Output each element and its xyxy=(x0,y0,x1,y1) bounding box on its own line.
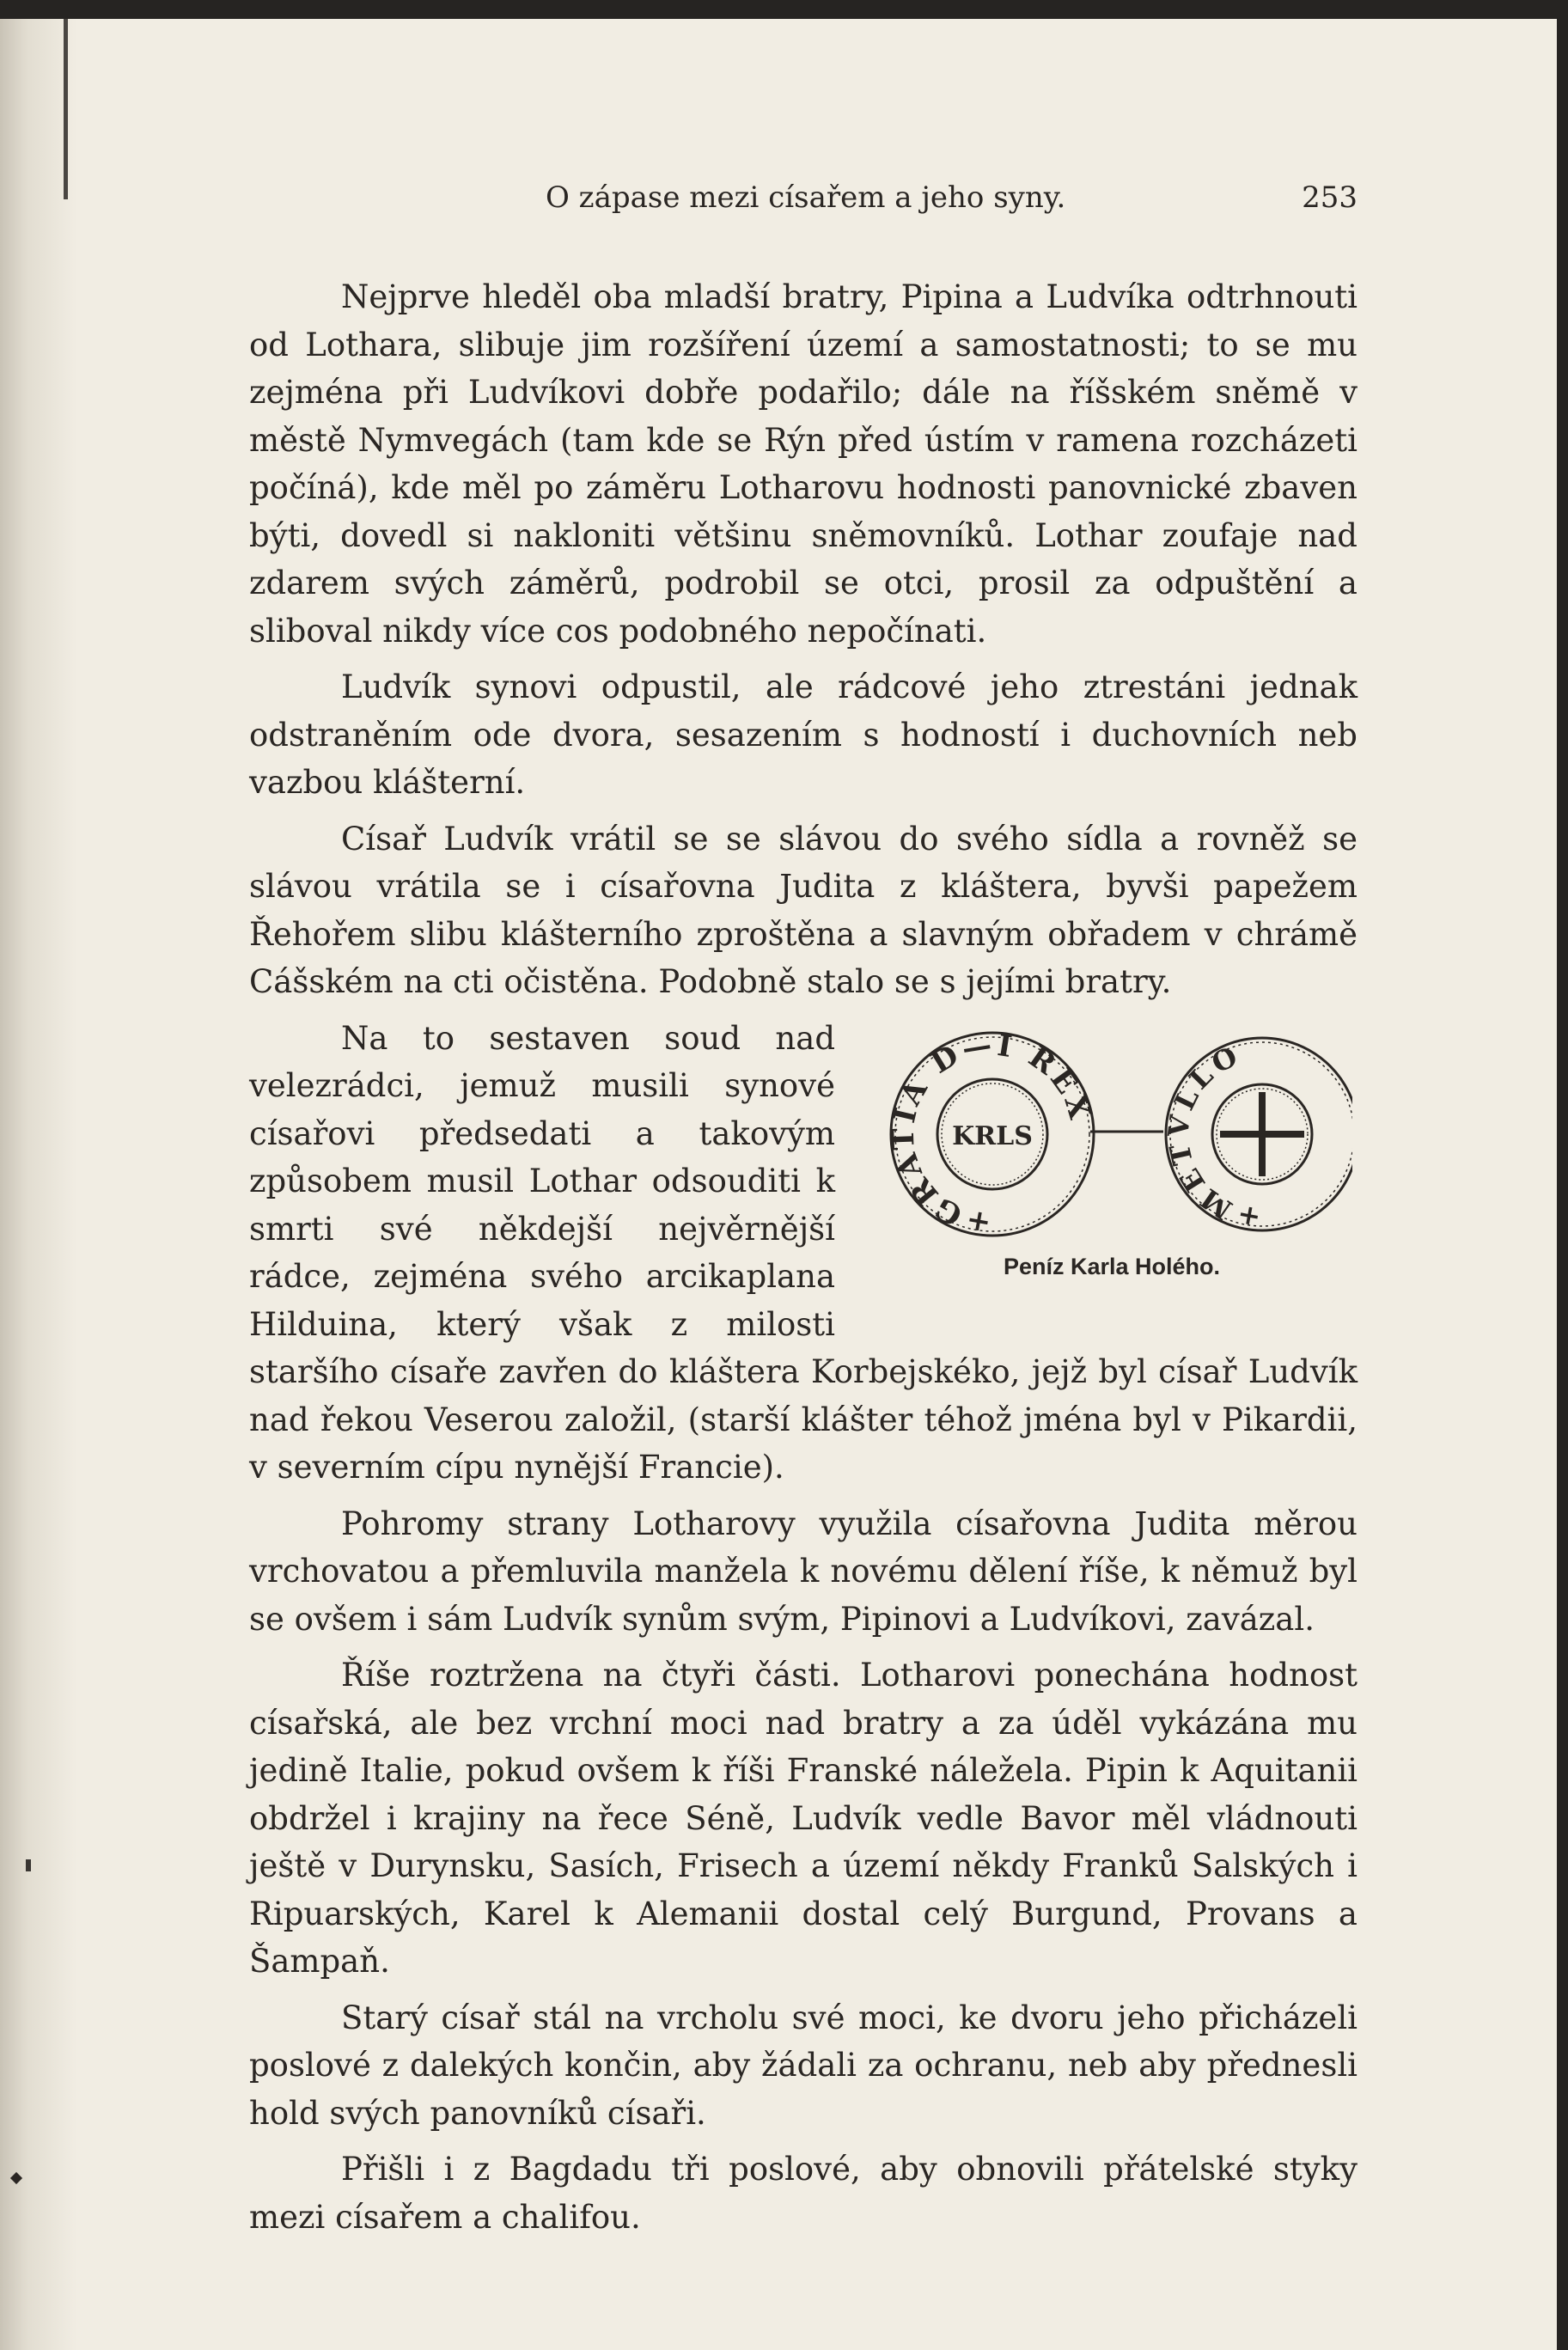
paragraph: Ludvík synovi odpustil, ale rádcové jeho ztrestáni jednak odstraněním ode dvora, sesazením s hodností i duchovních neb vazbou klášterní. xyxy=(249,668,1358,801)
paragraph: Císař Ludvík vrátil se se slávou do svého sídla a rovněž se slávou vrátila se i císařovna Judita z kláštera, byvši papežem Řehořem slibu klášterního zproštěna a slavným obřadem v chrámě Cášském na cti očistěna. Podobně stalo se s jejími bratry. xyxy=(249,820,1358,1000)
paragraph: Nejprve hleděl oba mladší bratry, Pipina a Ludvíka odtrhnouti od Lothara, slibuje jim rozšíření území a samostatnosti; to se mu zejména při Ludvíkovi dobře podařilo; dále na říšském sněmě v městě Nymvegách (tam kde se Rýn před ústím v ramena rozcházeti počíná), kde měl po záměru Lotharovu hodnosti panovnické zbaven býti, dovedl si nakloniti většinu sněmovníků. Lothar zoufaje nad zdarem svých záměrů, podrobil se otci, prosil za odpuštění a sliboval nikdy více cos podobného nepočínati. xyxy=(249,278,1358,650)
coin-figure xyxy=(866,1030,1358,1297)
figure-caption: Peníz Karla Holého. xyxy=(1003,1253,1221,1279)
book-page xyxy=(0,19,1557,2350)
binding-line xyxy=(64,19,68,199)
body-text xyxy=(249,273,1358,2249)
coin-monogram: KRLS xyxy=(952,1120,1033,1151)
binding-mark xyxy=(26,1859,31,1871)
paragraph: Starý císař stál na vrcholu své moci, ke dvoru jeho přicházeli poslové z dalekých končin, aby žádali za ochranu, neb aby přednesli hold svých panovníků císaři. xyxy=(249,1999,1358,2132)
running-head xyxy=(249,172,1358,223)
coin-reverse-legend: +METVLLO xyxy=(1162,1037,1264,1235)
paragraph: Pohromy strany Lotharovy využila císařovna Judita měrou vrchovatou a přemluvila manžela k novému dělení říše, k němuž byl se ovšem i sám Ludvík synům svým, Pipinovi a Ludvíkovi, zavázal. xyxy=(249,1505,1358,1638)
page-number: 253 xyxy=(1302,180,1358,215)
coin-illustration xyxy=(871,1030,1352,1245)
paragraph: Přišli i z Bagdadu tři poslové, aby obnovili přátelské styky mezi císařem a chalifou. xyxy=(249,2151,1358,2236)
binding-shadow xyxy=(0,19,77,2350)
paragraph: Říše roztržena na čtyři části. Lotharovi ponechána hodnost císařská, ale bez vrchní moci nad bratry a za úděl vykázána mu jedině Italie, pokud ovšem k říši Franské náležela. Pipin k Aquitanii obdržel i krajiny na řece Séně, Ludvík vedle Bavor měl vládnouti ještě v Durynsku, Sasích, Frisech a území někdy Franků Salských i Ripuarských, Karel k Alemanii dostal celý Burgund, Provans a Šampaň. xyxy=(249,1657,1358,1980)
coin-obverse-legend: +GRATIA D—I REX xyxy=(886,1029,1098,1241)
running-title: O zápase mezi císařem a jeho syny. xyxy=(546,180,1066,215)
paragraph: Na to sestaven soud nad velezrádci, jemuž musili synové císařovi předsedati a takovým způsobem musil Lothar odsouditi k smrti své někdejší nejvěrnější rádce, zejména svého arcikaplana Hilduina, který však z milosti staršího císaře zavřen do kláštera Korbejskéko, jejž byl císař Ludvík nad řekou Veserou založil, (starší klášter téhož jména byl v Pikardii, v severním cípu nynější Francie). xyxy=(249,1019,1358,1486)
